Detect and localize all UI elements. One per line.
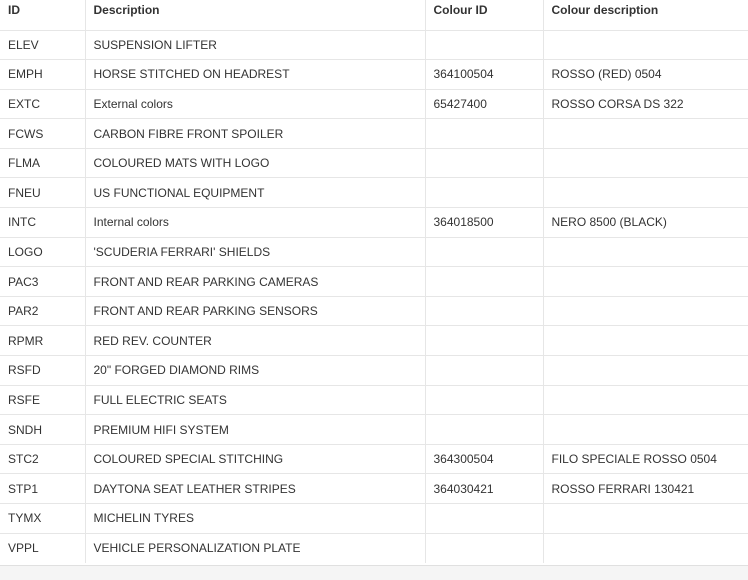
- cell-id: RPMR: [0, 326, 85, 356]
- table-row: [0, 326, 748, 356]
- cell-colour-id: 364300504: [425, 444, 543, 474]
- cell-colour-description: NERO 8500 (BLACK): [543, 208, 748, 238]
- cell-id: VPPL: [0, 533, 85, 563]
- cell-colour-id: [425, 415, 543, 445]
- table-body: [0, 30, 748, 563]
- cell-colour-id: [425, 504, 543, 534]
- cell-colour-id: [425, 326, 543, 356]
- cell-colour-id: 364018500: [425, 208, 543, 238]
- table-header: [0, 0, 748, 30]
- cell-description: COLOURED SPECIAL STITCHING: [85, 444, 425, 474]
- cell-colour-description: [543, 267, 748, 297]
- column-header-description[interactable]: Description: [85, 0, 425, 30]
- cell-description: COLOURED MATS WITH LOGO: [85, 148, 425, 178]
- cell-colour-description: [543, 148, 748, 178]
- cell-id: FLMA: [0, 148, 85, 178]
- cell-colour-id: [425, 385, 543, 415]
- cell-description: SUSPENSION LIFTER: [85, 30, 425, 60]
- cell-description: PREMIUM HIFI SYSTEM: [85, 415, 425, 445]
- cell-colour-description: [543, 119, 748, 149]
- cell-id: EXTC: [0, 89, 85, 119]
- cell-id: TYMX: [0, 504, 85, 534]
- table-row: [0, 267, 748, 297]
- cell-id: RSFD: [0, 356, 85, 386]
- cell-colour-description: [543, 504, 748, 534]
- cell-id: INTC: [0, 208, 85, 238]
- cell-colour-description: [543, 326, 748, 356]
- table-row: [0, 415, 748, 445]
- cell-colour-description: [543, 178, 748, 208]
- cell-description: CARBON FIBRE FRONT SPOILER: [85, 119, 425, 149]
- table-row: [0, 533, 748, 563]
- table-row: [0, 385, 748, 415]
- cell-colour-description: [543, 356, 748, 386]
- cell-id: FCWS: [0, 119, 85, 149]
- cell-description: VEHICLE PERSONALIZATION PLATE: [85, 533, 425, 563]
- column-header-id[interactable]: ID: [0, 0, 85, 30]
- cell-colour-description: FILO SPECIALE ROSSO 0504: [543, 444, 748, 474]
- cell-colour-description: ROSSO CORSA DS 322: [543, 89, 748, 119]
- cell-colour-description: ROSSO FERRARI 130421: [543, 474, 748, 504]
- cell-description: 20" FORGED DIAMOND RIMS: [85, 356, 425, 386]
- cell-colour-id: 364030421: [425, 474, 543, 504]
- cell-description: HORSE STITCHED ON HEADREST: [85, 60, 425, 90]
- cell-colour-id: 364100504: [425, 60, 543, 90]
- table-row: [0, 30, 748, 60]
- cell-id: EMPH: [0, 60, 85, 90]
- cell-colour-id: [425, 148, 543, 178]
- table-row: [0, 178, 748, 208]
- cell-description: FULL ELECTRIC SEATS: [85, 385, 425, 415]
- cell-colour-id: [425, 356, 543, 386]
- cell-colour-description: ROSSO (RED) 0504: [543, 60, 748, 90]
- cell-colour-id: [425, 30, 543, 60]
- cell-description: Internal colors: [85, 208, 425, 238]
- cell-description: US FUNCTIONAL EQUIPMENT: [85, 178, 425, 208]
- horizontal-scrollbar[interactable]: [0, 565, 748, 580]
- cell-colour-description: [543, 237, 748, 267]
- table-row: [0, 444, 748, 474]
- cell-description: MICHELIN TYRES: [85, 504, 425, 534]
- column-header-colour-description[interactable]: Colour description: [543, 0, 748, 30]
- column-header-colour-id[interactable]: Colour ID: [425, 0, 543, 30]
- cell-description: External colors: [85, 89, 425, 119]
- table-row: [0, 119, 748, 149]
- cell-id: ELEV: [0, 30, 85, 60]
- table-row: [0, 60, 748, 90]
- header-row: [0, 0, 748, 30]
- cell-colour-id: [425, 178, 543, 208]
- cell-colour-id: [425, 533, 543, 563]
- cell-colour-description: [543, 533, 748, 563]
- cell-id: RSFE: [0, 385, 85, 415]
- cell-colour-description: [543, 296, 748, 326]
- table-row: [0, 89, 748, 119]
- cell-id: PAC3: [0, 267, 85, 297]
- cell-colour-description: [543, 415, 748, 445]
- cell-description: FRONT AND REAR PARKING CAMERAS: [85, 267, 425, 297]
- cell-colour-description: [543, 385, 748, 415]
- table-row: [0, 474, 748, 504]
- cell-id: LOGO: [0, 237, 85, 267]
- table-row: [0, 356, 748, 386]
- cell-colour-id: [425, 296, 543, 326]
- cell-colour-id: [425, 267, 543, 297]
- table-row: [0, 148, 748, 178]
- table-row: [0, 208, 748, 238]
- cell-id: STC2: [0, 444, 85, 474]
- cell-id: STP1: [0, 474, 85, 504]
- cell-colour-description: [543, 30, 748, 60]
- cell-colour-id: 65427400: [425, 89, 543, 119]
- cell-id: FNEU: [0, 178, 85, 208]
- cell-id: SNDH: [0, 415, 85, 445]
- cell-description: DAYTONA SEAT LEATHER STRIPES: [85, 474, 425, 504]
- cell-id: PAR2: [0, 296, 85, 326]
- cell-colour-id: [425, 237, 543, 267]
- table-row: [0, 504, 748, 534]
- cell-colour-id: [425, 119, 543, 149]
- cell-description: FRONT AND REAR PARKING SENSORS: [85, 296, 425, 326]
- table-row: [0, 237, 748, 267]
- cell-description: RED REV. COUNTER: [85, 326, 425, 356]
- cell-description: 'SCUDERIA FERRARI' SHIELDS: [85, 237, 425, 267]
- table-row: [0, 296, 748, 326]
